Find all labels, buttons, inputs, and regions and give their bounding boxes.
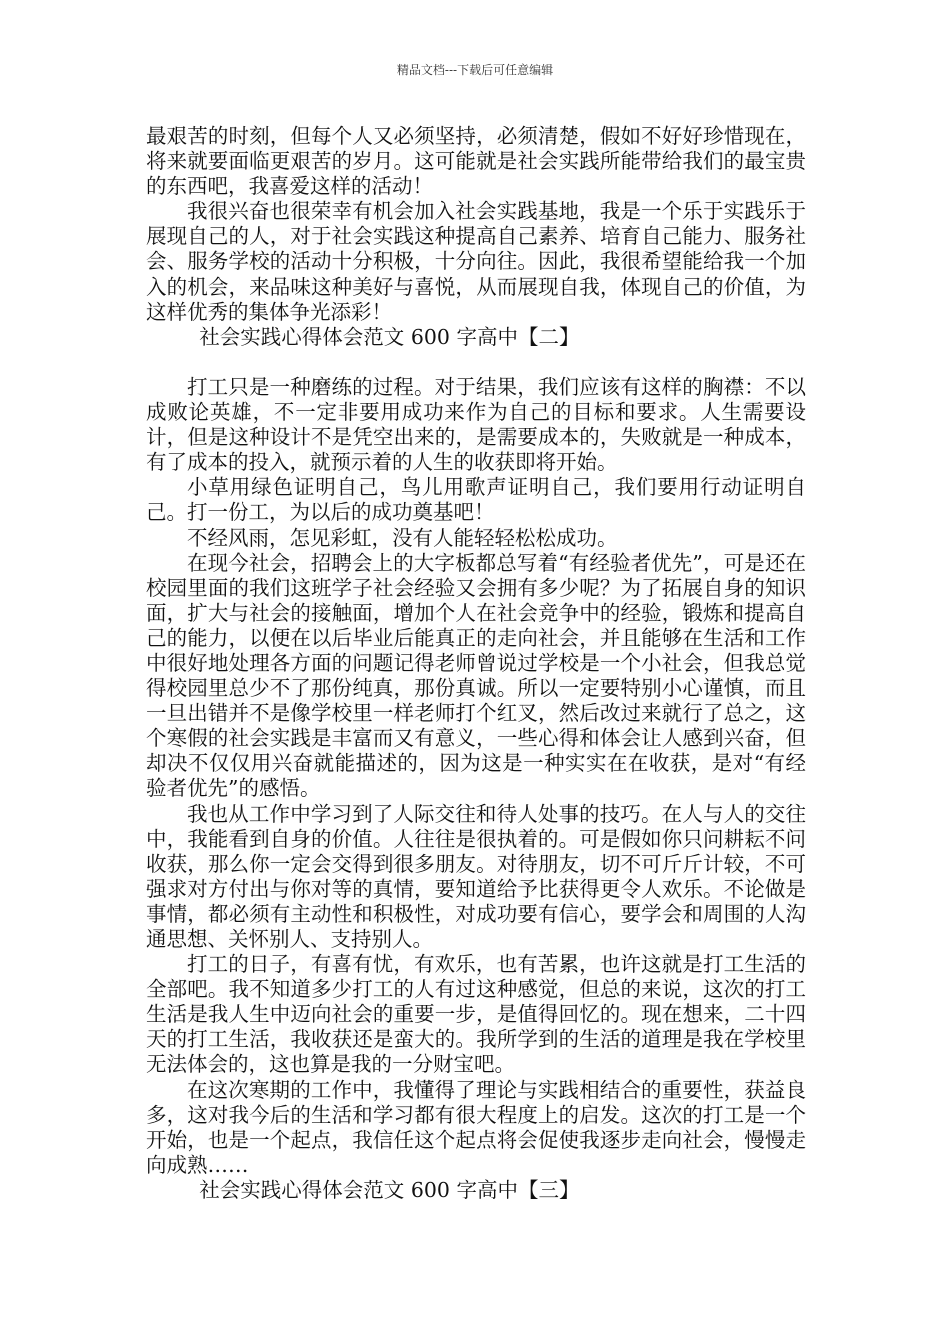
paragraph: 打工只是一种磨练的过程。对于结果，我们应该有这样的胸襟：不以成败论英雄，不一定非要用成功来作为自己的目标和要求。人生需要设计，但是这种设计不是凭空出来的，是需要成本的，失败就是一种成本，有了成本的投入，就预示着的人生的收获即将开始。 bbox=[146, 374, 806, 475]
paragraph: 不经风雨，怎见彩虹，没有人能轻轻松松成功。 bbox=[187, 525, 618, 550]
page-header: 精品文档---下载后可任意编辑 bbox=[396, 63, 554, 77]
blank-line bbox=[146, 350, 806, 375]
paragraph: 在现今社会，招聘会上的大字板都总写着“有经验者优先”，可是还在校园里面的我们这班学子社会经验又会拥有多少呢？为了拓展自身的知识面，扩大与社会的接触面，增加个人在社会竞争中的经验，锻炼和提高自己的能力，以便在以后毕业后能真正的走向社会，并且能够在生活和工作中很好地处理各方面的问题记得老师曾说过学校是一个小社会，但我总觉得校园里总少不了那份纯真，那份真诚。所以一定要特别小心谨慎，而且一旦出错并不是像学校里一样老师打个红叉，然后改过来就行了总之，这个寒假的社会实践是丰富而又有意义，一些心得和体会让人感到兴奋，但却决不仅仅用兴奋就能描述的，因为这是一种实实在在收获，是对“有经验者优先”的感悟。 bbox=[146, 550, 806, 801]
paragraph: 我也从工作中学习到了人际交往和待人处事的技巧。在人与人的交往中，我能看到自身的价值。人往往是很执着的。可是假如你只问耕耘不问收获，那么你一定会交得到很多朋友。对待朋友，切不可斤斤计较，不可强求对方付出与你对等的真情，要知道给予比获得更令人欢乐。不论做是事情，都必须有主动性和积极性，对成功要有信心，要学会和周围的人沟通思想、关怀别人、支持别人。 bbox=[146, 801, 806, 951]
section-heading-2: 社会实践心得体会范文 600 字高中【二】 bbox=[199, 324, 580, 349]
paragraph-continued: 最艰苦的时刻，但每个人又必须坚持，必须清楚，假如不好好珍惜现在，将来就要面临更艰苦的岁月。这可能就是社会实践所能带给我们的最宝贵的东西吧，我喜爱这样的活动！ bbox=[146, 124, 806, 199]
paragraph: 在这次寒期的工作中，我懂得了理论与实践相结合的重要性，获益良多，这对我今后的生活和学习都有很大程度上的启发。这次的打工是一个开始，也是一个起点，我信任这个起点将会促使我逐步走向社会，慢慢走向成熟…… bbox=[146, 1077, 806, 1177]
section-heading-3: 社会实践心得体会范文 600 字高中【三】 bbox=[199, 1177, 580, 1202]
document-body bbox=[146, 124, 806, 1203]
paragraph: 打工的日子，有喜有忧，有欢乐，也有苦累，也许这就是打工生活的全部吧。我不知道多少打工的人有过这种感觉，但总的来说，这次的打工生活是我人生中迈向社会的重要一步，是值得回忆的。现在想来，二十四天的打工生活，我收获还是蛮大的。我所学到的生活的道理是我在学校里无法体会的，这也算是我的一分财宝吧。 bbox=[146, 952, 806, 1077]
paragraph: 小草用绿色证明自己，鸟儿用歌声证明自己，我们要用行动证明自己。打一份工，为以后的成功奠基吧！ bbox=[146, 475, 806, 525]
paragraph: 我很兴奋也很荣幸有机会加入社会实践基地，我是一个乐于实践乐于展现自己的人，对于社会实践这种提高自己素养、培育自己能力、服务社会、服务学校的活动十分积极，十分向往。因此，我很希望能给我一个加入的机会，来品味这种美好与喜悦，从而展现自我，体现自己的价值，为这样优秀的集体争光添彩！ bbox=[146, 199, 806, 324]
